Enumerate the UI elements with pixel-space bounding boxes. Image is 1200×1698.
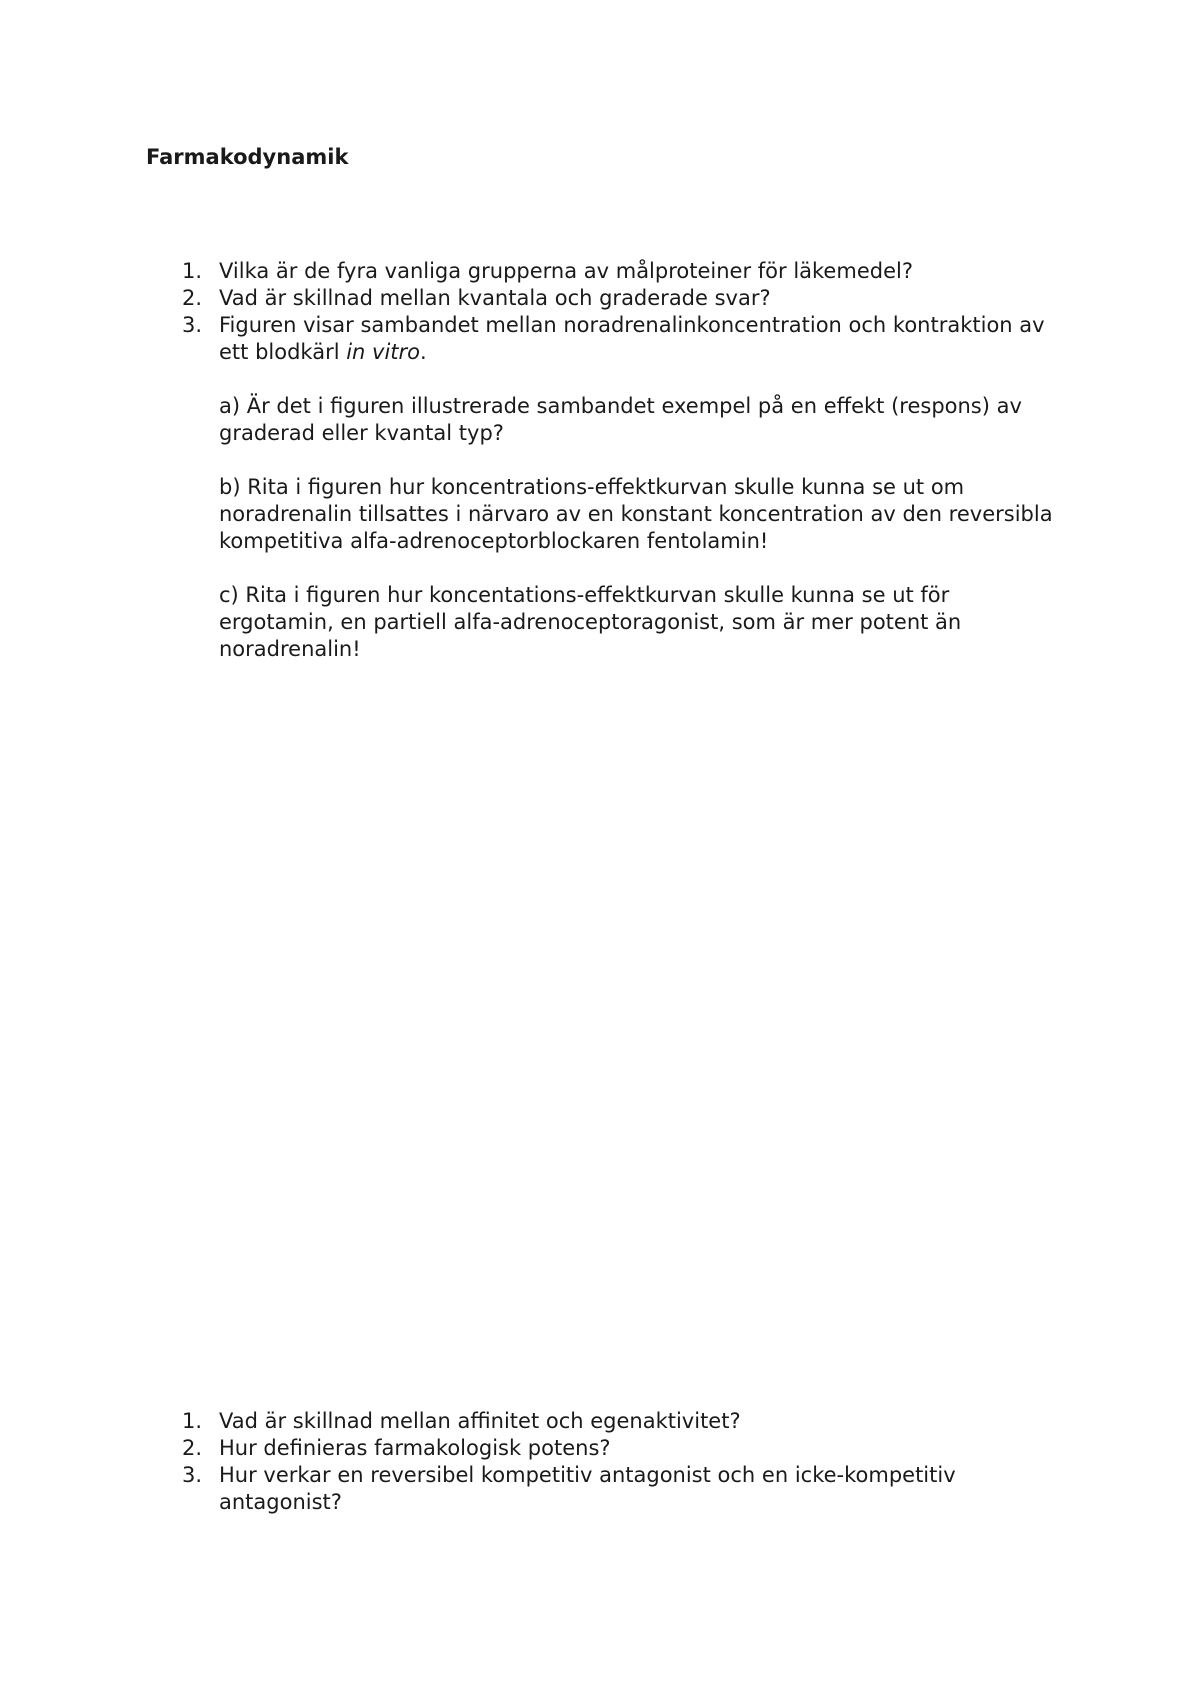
page-title: Farmakodynamik <box>146 145 349 169</box>
question-text-part: Figuren visar sambandet mellan noradrenalinkoncentration och kontraktion av ett blodkärl <box>219 313 1045 364</box>
list-item-number: 1. <box>182 1409 203 1433</box>
question-text: Hur definieras farmakologisk potens? <box>219 1436 611 1460</box>
list-item-number: 2. <box>182 286 203 310</box>
list-item <box>146 312 1066 663</box>
list-item-number: 3. <box>182 313 203 337</box>
question-list-2 <box>146 1408 1066 1516</box>
list-item <box>146 1408 1066 1435</box>
list-item <box>146 258 1066 285</box>
question-text <box>219 313 1045 364</box>
question-text: Vad är skillnad mellan kvantala och graderade svar? <box>219 286 771 310</box>
subquestion-a: a) Är det i figuren illustrerade sambandet exempel på en effekt (respons) av graderad eller kvantal typ? <box>219 394 1022 445</box>
list-item <box>146 285 1066 312</box>
question-text: Vad är skillnad mellan affinitet och egenaktivitet? <box>219 1409 741 1433</box>
question-text-part: . <box>420 340 427 364</box>
subquestion-c: c) Rita i figuren hur koncentations-effektkurvan skulle kunna se ut för ergotamin, en partiell alfa-adrenoceptoragonist, som är mer potent än noradrenalin! <box>219 583 962 661</box>
list-item-number: 2. <box>182 1436 203 1460</box>
list-item <box>146 1462 1066 1516</box>
subquestion-b: b) Rita i figuren hur koncentrations-effektkurvan skulle kunna se ut om noradrenalin tillsattes i närvaro av en konstant koncentration av den reversibla kompetitiva alfa-adrenoceptorblockaren fentolamin! <box>219 475 1053 553</box>
question-list-1 <box>146 258 1066 663</box>
question-text: Vilka är de fyra vanliga grupperna av målproteiner för läkemedel? <box>219 259 913 283</box>
list-item-number: 1. <box>182 259 203 283</box>
list-item <box>146 1435 1066 1462</box>
list-item-number: 3. <box>182 1463 203 1487</box>
question-text-italic: in vitro <box>346 340 421 364</box>
question-text: Hur verkar en reversibel kompetitiv antagonist och en icke-kompetitiv antagonist? <box>219 1463 956 1514</box>
